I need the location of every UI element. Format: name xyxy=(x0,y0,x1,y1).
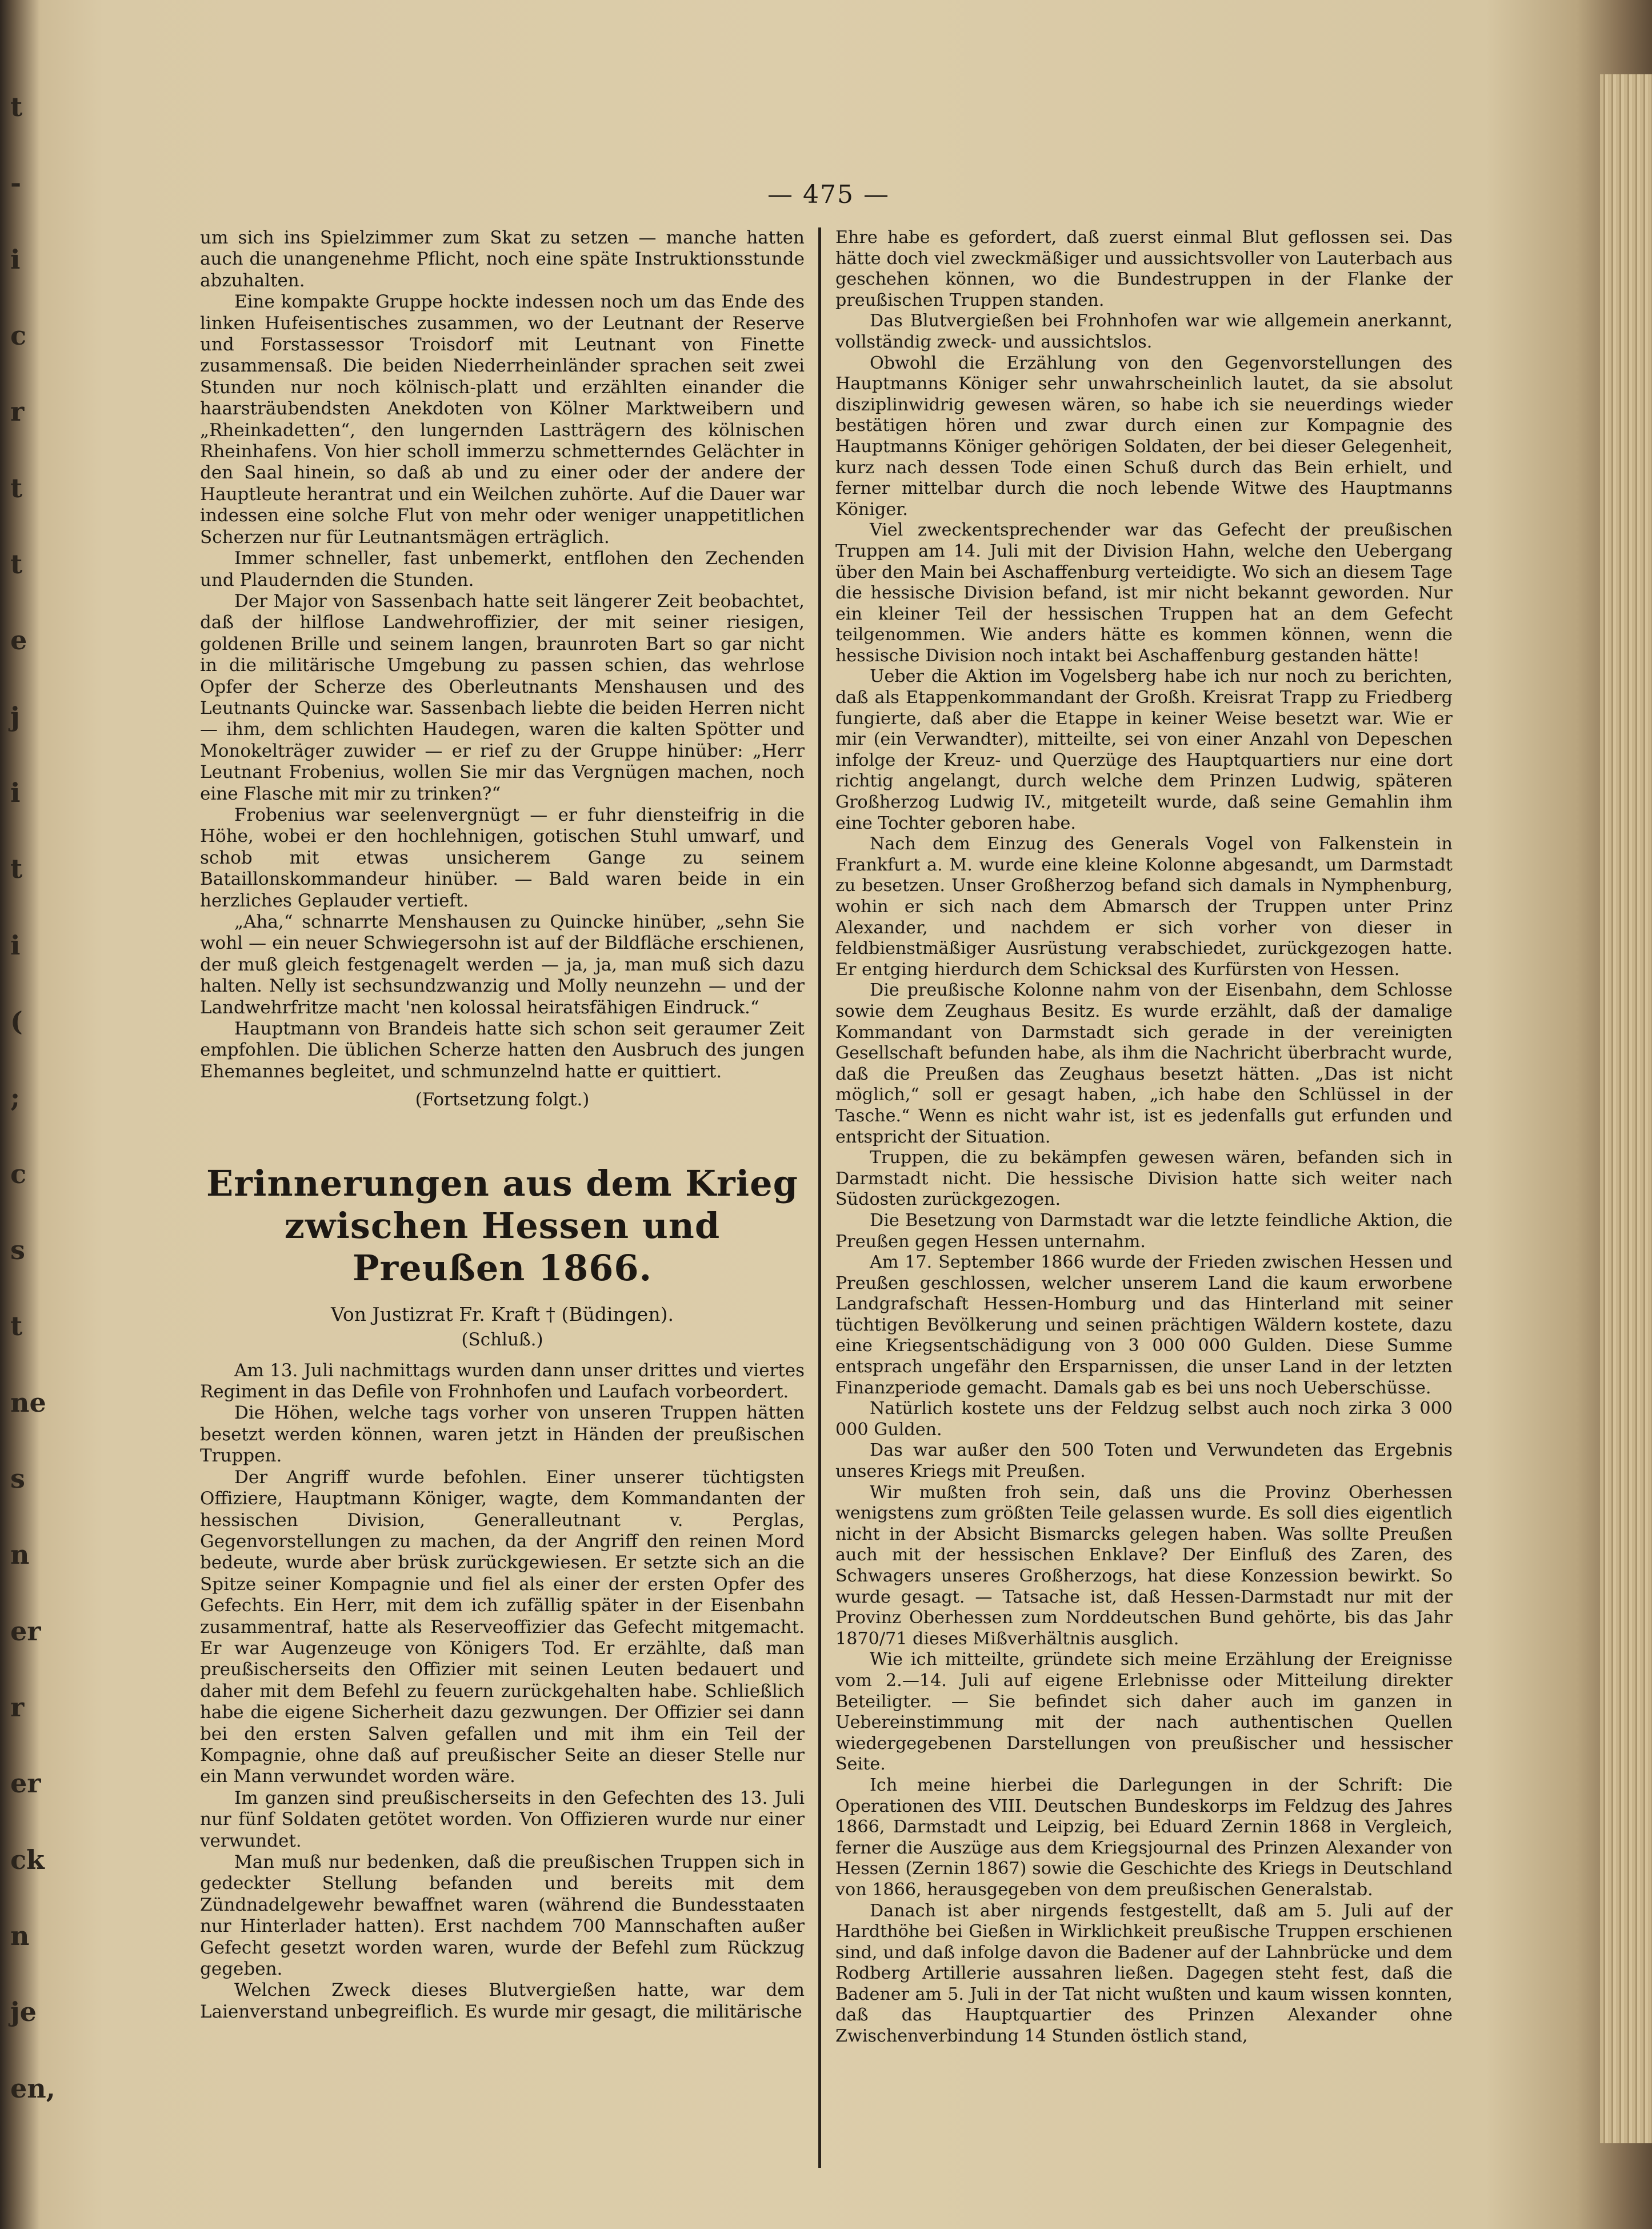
paragraph: Viel zweckentsprechender war das Gefecht der preußischen Truppen am 14. Juli mit der Division Hahn, welche den Uebergang über den Main bei Aschaffenburg verteidigte. Wo sich an diesem Tage die hessische Division befand, ist mir nicht bekannt geworden. Nur ein kleiner Teil der hessischen Truppen hat an dem Gefecht teilgenommen. Wie anders hätte es kommen können, wenn die hessische Division noch intakt bei Aschaffenburg gestanden hätte! xyxy=(835,520,1453,666)
margin-fragment: n xyxy=(10,1539,30,1570)
left-column xyxy=(200,227,805,2023)
margin-fragment: j xyxy=(10,701,20,732)
article-title: Erinnerungen aus dem Krieg zwischen Hessen und Preußen 1866. xyxy=(206,1162,798,1289)
paragraph: Frobenius war seelenvergnügt — er fuhr diensteifrig in die Höhe, wobei er den hochlehnigen, gotischen Stuhl umwarf, und schob mit etwas unsicherem Gange zu seinem Bataillonskommandeur hinüber. — Bald waren beide in ein herzliches Geplauder vertieft. xyxy=(200,804,805,911)
paragraph: Ueber die Aktion im Vogelsberg habe ich nur noch zu berichten, daß als Etappenkommandant der Großh. Kreisrat Trapp zu Friedberg fungierte, daß aber die Etappe in keiner Weise besetzt war. Wie er mir (ein Verwandter), mitteilte, sei von einer Anzahl von Depeschen infolge der Kreuz- und Querzüge des Hauptquartiers nur eine dort richtig angelangt, durch welche dem Prinzen Ludwig, späteren Großherzog Ludwig IV., mitgeteilt wurde, daß seine Gemahlin ihm eine Tochter geboren habe. xyxy=(835,666,1453,833)
paragraph: Immer schneller, fast unbemerkt, entflohen den Zechenden und Plaudernden die Stunden. xyxy=(200,548,805,590)
paragraph: Natürlich kostete uns der Feldzug selbst auch noch zirka 3 000 000 Gulden. xyxy=(835,1399,1453,1440)
margin-fragment: en, xyxy=(10,2073,55,2104)
margin-fragment: er xyxy=(10,1768,41,1799)
margin-fragment: r xyxy=(10,396,25,427)
paragraph: um sich ins Spielzimmer zum Skat zu setzen — manche hatten auch die unangenehme Pflicht, noch eine späte Instruktionsstunde abzuhalten. xyxy=(200,227,805,291)
paragraph: Nach dem Einzug des Generals Vogel von Falkenstein in Frankfurt a. M. wurde eine kleine Kolonne abgesandt, um Darmstadt zu besetzen. Unser Großherzog befand sich damals in Nymphenburg, wohin er sich nach dem Abmarsch der Truppen unter Prinz Alexander, und nachdem er sich vorher von dieser in feldbienstmäßiger Ausrüstung verabschiedet, zurückgezogen hatte. Er entging hierdurch dem Schicksal des Kurfürsten von Hessen. xyxy=(835,834,1453,980)
margin-fragment: t xyxy=(10,91,23,122)
margin-fragment: t xyxy=(10,1311,23,1341)
paragraph: Wir mußten froh sein, daß uns die Provinz Oberhessen wenigstens zum größten Teile gelassen wurde. Es soll dies eigentlich nicht in der Absicht Bismarcks gelegen haben. Was sollte Preußen auch mit der hessischen Enklave? Der Einfluß des Zaren, des Schwagers unseres Großherzogs, hat diese Konzession bewirkt. So wurde gesagt. — Tatsache ist, daß Hessen-Darmstadt nur mit der Provinz Oberhessen zum Norddeutschen Bund gehörte, bis das Jahr 1870/71 dieses Mißverhältnis ausglich. xyxy=(835,1482,1453,1649)
margin-fragment: i xyxy=(10,777,21,808)
margin-fragment: ( xyxy=(10,1006,23,1037)
margin-fragment: er xyxy=(10,1616,41,1647)
article-byline: Von Justizrat Fr. Kraft † (Büdingen). xyxy=(331,1303,674,1325)
paragraph: Eine kompakte Gruppe hockte indessen noch um das Ende des linken Hufeisentisches zusammen, wo der Leutnant der Reserve und Forstassessor Troisdorf mit Leutnant von Finette zusammensaß. Die beiden Niederrheinländer sprachen seit zwei Stunden nur noch kölnisch-platt und erzählten einander die haarsträubendsten Anekdoten von Kölner Marktweibern und „Rheinkadetten“, den lungernden Lastträgern des kölnischen Rheinhafens. Von hier scholl immerzu schmetterndes Gelächter in den Saal hinein, so daß ab und zu einer oder der andere der Hauptleute herantrat und ein Weilchen zuhörte. Auf die Dauer war indessen eine solche Flut von mehr oder weniger unappetitlichen Scherzen nur für Leutnantsmägen erträglich. xyxy=(200,291,805,548)
paragraph: Wie ich mitteilte, gründete sich meine Erzählung der Ereignisse vom 2.—14. Juli auf eigene Erlebnisse oder Mitteilung direkter Beteiligter. — Sie befindet sich daher auch im ganzen in Uebereinstimmung mit der nach authentischen Quellen wiedergegebenen Darstellungen von preußischer und hessischer Seite. xyxy=(835,1649,1453,1775)
margin-fragment: r xyxy=(10,1692,25,1723)
margin-fragment: s xyxy=(10,1463,25,1494)
margin-fragment: ne xyxy=(10,1387,46,1418)
paragraph: Am 13. Juli nachmittags wurden dann unser drittes und viertes Regiment in das Defile von Frohnhofen und Laufach vorbeordert. xyxy=(200,1360,805,1403)
paragraph: Das Blutvergießen bei Frohnhofen war wie allgemein anerkannt, vollständig zweck- und aussichtslos. xyxy=(835,311,1453,352)
right-column xyxy=(835,227,1453,2047)
paragraph: Der Major von Sassenbach hatte seit längerer Zeit beobachtet, daß der hilflose Landwehroffizier, der mit seiner riesigen, goldenen Brille und seinem langen, braunroten Bart so gar nicht in die militärische Umgebung zu passen schien, das wehrlose Opfer der Scherze des Oberleutnants Menshausen und des Leutnants Quincke war. Sassenbach liebte die beiden Herren nicht — ihm, dem schlichten Haudegen, waren die kalten Spötter und Monokelträger zuwider — er rief zu der Gruppe hinüber: „Herr Leutnant Frobenius, wollen Sie mir das Vergnügen machen, noch eine Flasche mit mir zu trinken?“ xyxy=(200,590,805,804)
paragraph: Das war außer den 500 Toten und Verwundeten das Ergebnis unseres Kriegs mit Preußen. xyxy=(835,1440,1453,1482)
paragraph: Truppen, die zu bekämpfen gewesen wären, befanden sich in Darmstadt nicht. Die hessische Division hatte sich weiter nach Südosten zurückgezogen. xyxy=(835,1148,1453,1210)
margin-fragment: s xyxy=(10,1235,25,1265)
margin-fragment: c xyxy=(10,1159,27,1189)
paragraph: Der Angriff wurde befohlen. Einer unserer tüchtigsten Offiziere, Hauptmann Königer, wagte, dem Kommandanten der hessischen Division, Generalleutnant v. Perglas, Gegenvorstellungen zu machen, da der Angriff den reinen Mord bedeute, wurde aber brüsk zurückgewiesen. Er setzte sich an die Spitze seiner Kompagnie und fiel als einer der ersten Opfer des Gefechts. Ein Herr, mit dem ich zufällig später in der Eisenbahn zusammentraf, hatte als Reserveoffizier das Gefecht mitgemacht. Er war Augenzeuge von Königers Tod. Er erzählte, daß man preußischerseits den Offizier mit seinen Leuten bedauert und daher mit dem Befehl zu feuern zurückgehalten habe. Schließlich habe die eigene Sicherheit dazu gezwungen. Der Offizier sei dann bei den ersten Salven gefallen und mit ihm ein Teil der Kompagnie, ohne daß auf preußischer Seite an dieser Stelle nur ein Mann verwundet worden wäre. xyxy=(200,1467,805,1787)
paragraph: Die preußische Kolonne nahm von der Eisenbahn, dem Schlosse sowie dem Zeughaus Besitz. Es wurde erzählt, daß der damalige Kommandant von Darmstadt sich gerade in der vereinigten Gesellschaft befunden habe, als ihm die Nachricht überbracht wurde, daß die Preußen das Zeughaus besetzt hätten. „Das ist nicht möglich,“ soll er gesagt haben, „ich habe den Schlüssel in der Tasche.“ Wenn es nicht wahr ist, ist es jedenfalls gut erfunden und entspricht der Situation. xyxy=(835,980,1453,1147)
paragraph: „Aha,“ schnarrte Menshausen zu Quincke hinüber, „sehn Sie wohl — ein neuer Schwiegersohn ist auf der Bildfläche erschienen, der muß gleich festgenagelt werden — ja, ja, man muß sich dazu halten. Nelly ist sechsundzwanzig und Molly neunzehn — und der Landwehrfritze macht 'nen kolossal heiratsfähigen Eindruck.“ xyxy=(200,912,805,1018)
margin-fragment: - xyxy=(10,167,22,198)
margin-fragment: je xyxy=(10,1996,37,2027)
page-number: — 475 — xyxy=(767,180,890,209)
conclusion-label: (Schluß.) xyxy=(461,1329,543,1350)
paragraph: Im ganzen sind preußischerseits in den Gefechten des 13. Juli nur fünf Soldaten getötet worden. Von Offizieren wurde nur einer verwundet. xyxy=(200,1787,805,1851)
paragraph: Ehre habe es gefordert, daß zuerst einmal Blut geflossen sei. Das hätte doch viel zweckmäßiger und aussichtsvoller von Lauterbach aus geschehen können, wo die Bundestruppen in der Flanke der preußischen Truppen standen. xyxy=(835,227,1453,310)
margin-fragment: t xyxy=(10,473,23,504)
paragraph: Die Höhen, welche tags vorher von unseren Truppen hätten besetzt werden können, waren jetzt in Händen der preußischen Truppen. xyxy=(200,1403,805,1467)
paragraph: Die Besetzung von Darmstadt war die letzte feindliche Aktion, die Preußen gegen Hessen unternahm. xyxy=(835,1210,1453,1252)
paragraph: Welchen Zweck dieses Blutvergießen hatte, war dem Laienverstand unbegreiflich. Es wurde mir gesagt, die militärische xyxy=(200,1980,805,2022)
margin-fragment: i xyxy=(10,930,21,961)
paragraph: Am 17. September 1866 wurde der Frieden zwischen Hessen und Preußen geschlossen, welcher unserem Land die kaum erworbene Landgrafschaft Hessen-Homburg und das Hinterland mit seiner tüchtigen Bevölkerung und seinen prächtigen Wäldern kostete, dazu eine Kriegsentschädigung von 3 000 000 Gulden. Diese Summe entsprach ungefähr den Ersparnissen, die unser Land in der letzten Finanzperiode gemacht. Damals gab es bei uns noch Ueberschüsse. xyxy=(835,1252,1453,1398)
margin-fragment: ck xyxy=(10,1844,45,1875)
margin-fragment: ; xyxy=(10,1082,20,1113)
margin-fragment: i xyxy=(10,244,21,275)
column-divider xyxy=(818,227,821,2168)
paragraph: Danach ist aber nirgends festgestellt, daß am 5. Juli auf der Hardthöhe bei Gießen in Wirklichkeit preußische Truppen erschienen sind, und daß infolge davon die Badener auf der Lahnbrücke und dem Rodberg Artillerie aussahren ließen. Dagegen steht fest, daß die Badener am 5. Juli in der Tat nicht wußten und kaum wissen konnten, daß das Hauptquartier des Prinzen Alexander ohne Zwischenverbindung 14 Stunden östlich stand, xyxy=(835,1900,1453,2047)
margin-fragment: t xyxy=(10,853,23,884)
book-page-edges xyxy=(1600,74,1652,2143)
paragraph: Ich meine hierbei die Darlegungen in der Schrift: Die Operationen des VIII. Deutschen Bundeskorps im Feldzug des Jahres 1866, Darmstadt und Leipzig, bei Eduard Zernin 1868 in Vergleich, ferner die Auszüge aus dem Kriegsjournal des Prinzen Alexander von Hessen (Zernin 1867) sowie die Geschichte des Kriegs in Deutschland von 1866, herausgegeben von dem preußischen Generalstab. xyxy=(835,1775,1453,1900)
continued-note: (Fortsetzung folgt.) xyxy=(415,1089,590,1110)
margin-fragment: t xyxy=(10,549,23,580)
paragraph: Obwohl die Erzählung von den Gegenvorstellungen des Hauptmanns Königer sehr unwahrscheinlich lautet, da sie absolut disziplinwidrig gewesen wären, so habe ich sie neuerdings wieder bestätigen hören und zwar durch einen zur Kompagnie des Hauptmanns Königer gehörigen Soldaten, der bei dieser Gelegenheit, kurz nach dessen Tode einen Schuß durch das Bein erhielt, und ferner mittelbar durch die noch lebende Witwe des Hauptmanns Königer. xyxy=(835,353,1453,520)
margin-fragment: c xyxy=(10,320,27,351)
paragraph: Hauptmann von Brandeis hatte sich schon seit geraumer Zeit empfohlen. Die üblichen Scherze hatten den Ausbruch des jungen Ehemannes begleitet, und schmunzelnd hatte er quittiert. xyxy=(200,1018,805,1082)
margin-fragment: n xyxy=(10,1920,30,1951)
paragraph: Man muß nur bedenken, daß die preußischen Truppen sich in gedeckter Stellung befanden und bereits mit dem Zündnadelgewehr bewaffnet waren (während die Bundesstaaten nur Hinterlader hatten). Erst nachdem 700 Mannschaften außer Gefecht gesetzt worden waren, wurde der Befehl zum Rückzug gegeben. xyxy=(200,1852,805,1980)
margin-fragment: e xyxy=(10,625,27,656)
left-margin-fragments xyxy=(0,91,183,2195)
